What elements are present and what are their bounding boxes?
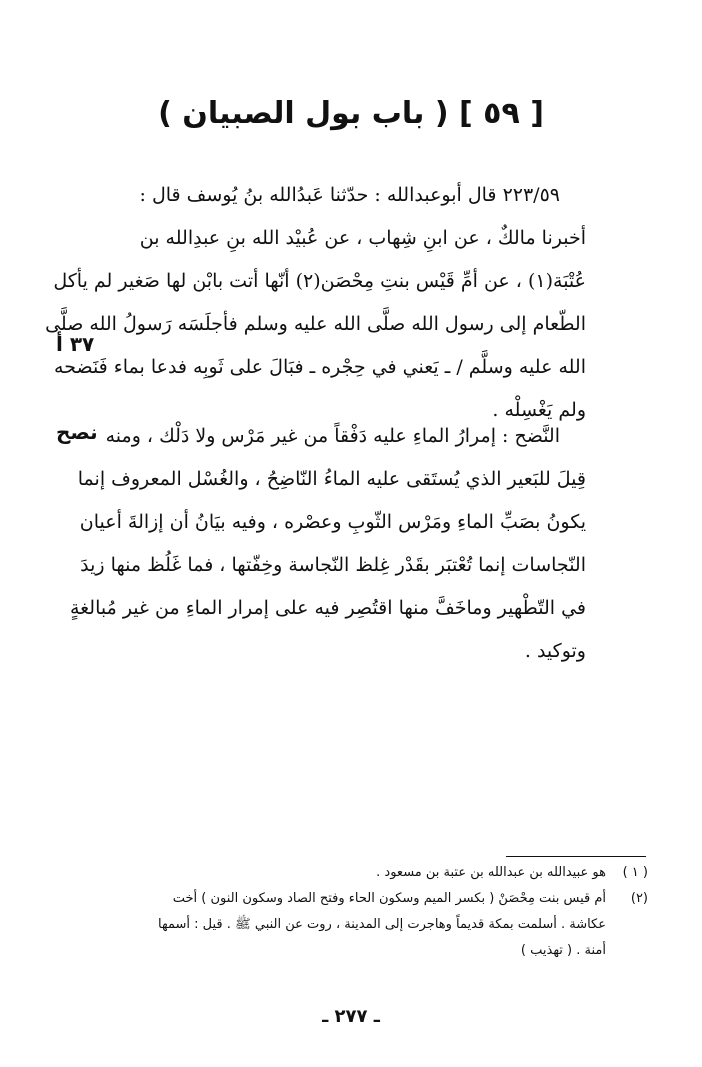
explanation-line: وتوكيد .	[524, 640, 586, 662]
hadith-line: الله عليه وسلَّم / ـ يَعني في حِجْره ـ فبَالَ على ثَوبِه فدعا بماء فَنَضحه	[54, 356, 586, 378]
footnote-number: (٢)	[630, 891, 648, 906]
page-number: ـ ٢٧٧ ـ	[322, 1006, 380, 1027]
hadith-line: عُتْبَة(١) ، عن أمِّ قَيْس بنتِ مِحْصَن(٢) أنّها أتت بابْن لها صَغير لم يأكل	[53, 270, 586, 292]
footnote	[52, 860, 648, 886]
footnote	[52, 886, 648, 964]
explanation-line: يكونُ بصَبِّ الماءِ ومَرْس الثّوبِ وعصْره ، وفيه بيَانُ أن إزالةَ أعيان	[79, 511, 586, 533]
footnote-line: هو عبيدالله بن عبدالله بن عتبة بن مسعود .	[376, 865, 606, 880]
keyword-marker: نصح	[56, 420, 98, 444]
folio-marker: ٣٧ أ	[56, 332, 95, 356]
hadith-line: ٢٢٣/٥٩ قال أبوعبدالله : حدّثنا عَبدُالله بنُ يُوسف قال :	[139, 184, 560, 206]
footnote-line: عكاشة . أسلمت بمكة قديماً وهاجرت إلى المدينة ، روت عن النبي ﷺ . قيل : أسمها	[158, 917, 606, 932]
footnote-text	[52, 886, 606, 964]
footnote-text	[52, 860, 606, 886]
hadith-line: الطّعام إلى رسول الله صلَّى الله عليه وسلم فأجلَسَه رَسولُ الله صلَّى	[45, 313, 586, 335]
hadith-line: أخبرنا مالكٌ ، عن ابنِ شِهاب ، عن عُبيْد الله بنِ عبدِالله بن	[139, 227, 586, 249]
footnote-divider	[506, 856, 646, 857]
explanation-line: في التّطْهير وماخَفَّ منها اقتُصِر فيه على إمرار الماءِ من غير مُبالغةٍ	[69, 597, 586, 619]
footnote-line: أم قيس بنت مِحْصَنْ ( بكسر الميم وسكون الحاء وفتح الصاد وسكون النون ) أخت	[172, 891, 606, 906]
hadith-line: ولم يَغْسِلْه .	[492, 399, 586, 421]
explanation-line: النَّضح : إمرارُ الماءِ عليه دَفْقاً من غير مَرْس ولا دَلْك ، ومنه	[105, 425, 560, 447]
footnote-number: ( ١ )	[622, 865, 648, 880]
footnotes	[52, 860, 648, 964]
footnote-line: أمنة . ( تهذيب )	[520, 943, 606, 958]
explanation-line: النّجاسات إنما تُعْتبَر بقَدْر غِلظ النّجاسة وخِفّتها ، فما غَلُظ منها زيدَ	[80, 554, 586, 576]
chapter-title: [ ٥٩ ] ( باب بول الصبيان )	[158, 96, 544, 131]
explanation-line: قِيلَ للبَعير الذي يُستَقى عليه الماءُ النّاضِحُ ، والغُسْل المعروف إنما	[77, 468, 586, 490]
